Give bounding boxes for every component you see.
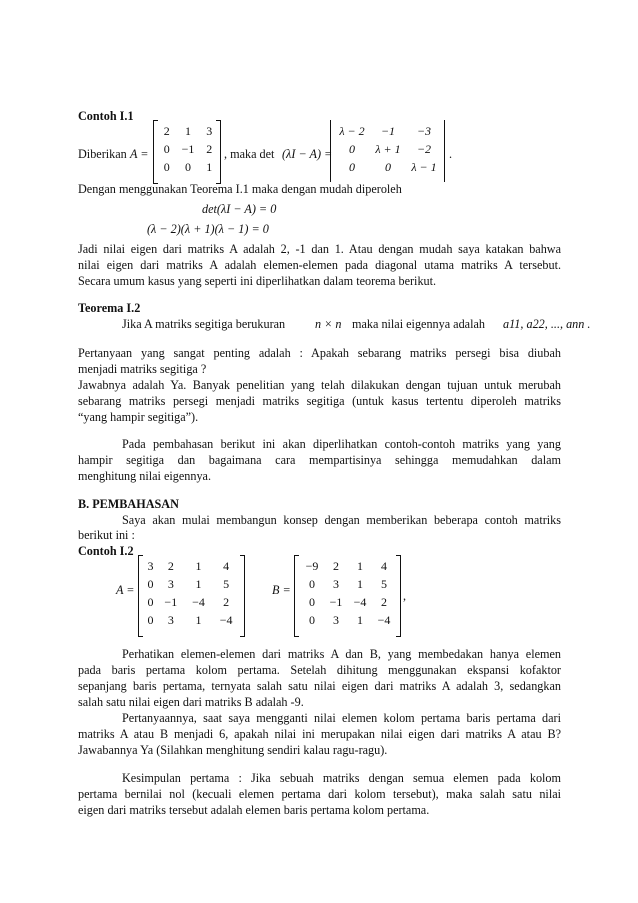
- matrix-cell: −2: [416, 141, 432, 156]
- matrix-cell: 3: [147, 558, 154, 573]
- equation-factored: (λ − 2)(λ + 1)(λ − 1) = 0: [147, 222, 269, 236]
- matrix-cell: −4: [377, 612, 391, 627]
- pertanyaan-line-5: “yang hampir segitiga”).: [78, 410, 199, 424]
- matrix-cell: 4: [381, 558, 387, 573]
- b-para1-line-3: sepanjang baris pertama, ternyata salah satu nilai eigen dari matriks A adalah 3, sedangkan: [78, 679, 561, 693]
- equation-det: det(λI − A) = 0: [202, 202, 277, 216]
- contoh-1-heading: Contoh I.1: [78, 109, 134, 123]
- b-para2-line-2: matriks A atau B menjadi 6, apakah nilai ini merupakan nilai eigen dari matriks A atau B?: [78, 727, 561, 741]
- det-argument: (λI − A) =: [282, 147, 333, 161]
- pertanyaan-line-3: Jawabnya adalah Ya. Banyak penelitian yang telah dilakukan dengan tujuan untuk merubah: [78, 378, 561, 392]
- matrix-row: [300, 557, 396, 575]
- matrix-cell: 0: [309, 612, 315, 627]
- matrix-cell: 1: [357, 576, 363, 591]
- matrix-a2-body: [144, 557, 240, 629]
- b-para2-line-3: Jawabannya Ya (Silahkan menghitung sendiri kalau ragu-ragu).: [78, 743, 388, 757]
- teorema-heading: Teorema I.2: [78, 301, 141, 315]
- matrix-cell: 2: [381, 594, 387, 609]
- pertanyaan-line-4: sebarang matriks persegi menjadi matriks segitiga (untuk kasus tertentu diperoleh matriks: [78, 394, 561, 408]
- matrix-cell: λ + 1: [375, 141, 401, 156]
- matrix-cell: 3: [333, 612, 339, 627]
- matrix-row: [144, 611, 240, 629]
- matrix-row: [160, 122, 216, 140]
- section-b-intro-line-2: berikut ini :: [78, 528, 135, 542]
- matrix-cell: −1: [181, 141, 195, 156]
- matrix-cell: 0: [147, 612, 154, 627]
- matrix-cell: −9: [305, 558, 319, 573]
- matrix-row: [144, 575, 240, 593]
- matrix-cell: −4: [353, 594, 367, 609]
- matrix-cell: −1: [380, 123, 396, 138]
- matrix-a2-label: A =: [116, 583, 135, 597]
- matrix-a: [160, 122, 216, 176]
- matrix-b-right-bracket: [396, 555, 401, 637]
- b-para3-line-1: Kesimpulan pertama : Jika sebuah matriks dengan semua elemen pada kolom: [122, 771, 561, 785]
- b-para1-line-1: Perhatikan elemen-elemen dari matriks A dan B, yang membedakan hanya elemen: [122, 647, 561, 661]
- matrix-cell: 2: [206, 141, 213, 156]
- matrix-cell: 0: [349, 159, 355, 174]
- matrix-row: [160, 140, 216, 158]
- teorema-nxn: n × n: [315, 317, 342, 331]
- matrix-cell: −4: [192, 594, 205, 609]
- pembahasan-intro-line-1: Pada pembahasan berikut ini akan diperlihatkan contoh-contoh matriks yang yang: [122, 437, 561, 451]
- matrix-cell: 1: [195, 576, 202, 591]
- matrix-cell: 0: [163, 141, 170, 156]
- maka-det-text: , maka det: [224, 147, 275, 161]
- matrix-cell: −1: [164, 594, 178, 609]
- matrix-cell: 3: [206, 123, 213, 138]
- matrix-b-label: B =: [272, 583, 291, 597]
- matrix-b-comma: ,: [403, 589, 407, 603]
- matrix-a-left-bracket: [153, 120, 158, 184]
- matrix-a2-right-bracket: [240, 555, 245, 637]
- det-matrix: [334, 122, 442, 176]
- matrix-row: [300, 611, 396, 629]
- matrix-cell: 0: [349, 141, 355, 156]
- det-period: .: [449, 147, 453, 161]
- matrix-b-left-bracket: [294, 555, 299, 637]
- matrix-b: [300, 557, 396, 629]
- matrix-cell: λ − 1: [411, 159, 437, 174]
- matrix-cell: 4: [223, 558, 230, 573]
- b-para2-line-1: Pertanyaannya, saat saya mengganti nilai elemen kolom pertama baris pertama dari: [122, 711, 561, 725]
- matrix-cell: λ − 2: [339, 123, 365, 138]
- teorema-text-b: maka nilai eigennya adalah: [352, 317, 485, 331]
- b-para3-line-3: eigen dari matriks tersebut adalah elemen baris pertama kolom pertama.: [78, 803, 430, 817]
- matrix-b-body: [300, 557, 396, 629]
- matrix-cell: 1: [195, 558, 202, 573]
- matrix-row: [300, 575, 396, 593]
- matrix-cell: 3: [167, 612, 174, 627]
- matrix-cell: 2: [333, 558, 339, 573]
- matrix-cell: 3: [333, 576, 339, 591]
- diberikan-label: Diberikan: [78, 147, 127, 161]
- matrix-cell: 1: [184, 123, 191, 138]
- matrix-cell: 0: [184, 159, 191, 174]
- matrix-cell: −1: [329, 594, 343, 609]
- matrix-row: [334, 158, 442, 176]
- det-matrix-body: [334, 122, 442, 176]
- b-para1-line-4: salah satu nilai eigen dari matriks B adalah -9.: [78, 695, 304, 709]
- matrix-row: [144, 557, 240, 575]
- contoh-1-paragraph-line-3: Secara umum kasus yang seperti ini diperlihatkan dalam teorema berikut.: [78, 274, 437, 288]
- matrix-cell: 5: [223, 576, 230, 591]
- matrix-cell: 2: [163, 123, 170, 138]
- matrix-cell: 3: [167, 576, 174, 591]
- matrix-cell: 0: [147, 576, 154, 591]
- contoh-1-paragraph-line-2: nilai eigen dari matriks A adalah elemen-elemen pada diagonal utama matriks A tersebut.: [78, 258, 561, 272]
- matrix-cell: 0: [385, 159, 391, 174]
- matrix-cell: 5: [381, 576, 387, 591]
- section-b-intro-line-1: Saya akan mulai membangun konsep dengan memberikan beberapa contoh matriks: [122, 513, 561, 527]
- pembahasan-intro-line-3: menghitung nilai eigennya.: [78, 469, 212, 483]
- matrix-cell: 0: [163, 159, 170, 174]
- matrix-cell: 1: [206, 159, 213, 174]
- matrix-cell: 2: [223, 594, 230, 609]
- matrix-a2: [144, 557, 240, 629]
- matrix-cell: 0: [309, 594, 315, 609]
- pertanyaan-line-1: Pertanyaan yang sangat penting adalah : Apakah sebarang matriks persegi bisa diubah: [78, 346, 561, 360]
- matrix-cell: 1: [357, 612, 363, 627]
- b-para3-line-2: pertama bernilai nol (kecuali elemen pertama dari kolom tersebut), maka salah satu nilai: [78, 787, 561, 801]
- contoh-1-paragraph-line-1: Jadi nilai eigen dari matriks A adalah 2, -1 dan 1. Atau dengan mudah saya katakan bahwa: [78, 242, 561, 256]
- matrix-row: [334, 140, 442, 158]
- matrix-row: [334, 122, 442, 140]
- det-right-bar: [444, 120, 445, 182]
- b-para1-line-2: pada baris pertama kolom pertama. Setelah dihitung menggunakan ekspansi kofaktor: [78, 663, 561, 677]
- det-left-bar: [330, 120, 331, 182]
- matrix-cell: 1: [357, 558, 363, 573]
- matrix-row: [160, 158, 216, 176]
- matrix-cell: 1: [195, 612, 202, 627]
- dengan-line: Dengan menggunakan Teorema I.1 maka dengan mudah diperoleh: [78, 182, 402, 196]
- matrix-a2-left-bracket: [138, 555, 143, 637]
- teorema-elements: a11, a22, ..., ann .: [503, 317, 591, 331]
- contoh-2-heading: Contoh I.2: [78, 544, 134, 558]
- matrix-cell: −4: [219, 612, 233, 627]
- matrix-a-label: A =: [130, 147, 149, 161]
- matrix-cell: 0: [309, 576, 315, 591]
- matrix-cell: 0: [147, 594, 154, 609]
- section-b-heading: B. PEMBAHASAN: [78, 497, 179, 511]
- pembahasan-intro-line-2: hampir segitiga dan bagaimana cara mempartisinya sehingga memudahkan dalam: [78, 453, 561, 467]
- matrix-a-body: [160, 122, 216, 176]
- matrix-cell: 2: [167, 558, 174, 573]
- matrix-cell: −3: [416, 123, 432, 138]
- teorema-text-a: Jika A matriks segitiga berukuran: [122, 317, 286, 331]
- matrix-row: [144, 593, 240, 611]
- pertanyaan-line-2: menjadi matriks segitiga ?: [78, 362, 207, 376]
- matrix-a-right-bracket: [216, 120, 221, 184]
- matrix-row: [300, 593, 396, 611]
